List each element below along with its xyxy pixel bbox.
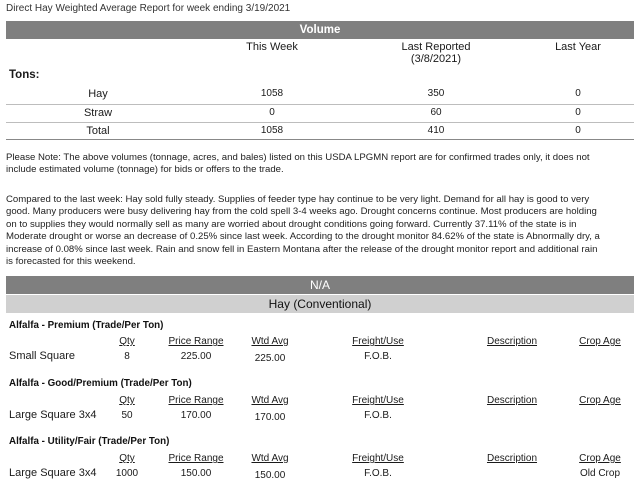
tons-label: Tons:	[9, 69, 40, 81]
cell-crop-age: Old Crop	[579, 468, 621, 479]
na-band: N/A	[6, 276, 634, 294]
header-description: Description	[486, 336, 538, 347]
row-label: Hay	[88, 88, 108, 100]
cell-type: Large Square 3x4	[9, 409, 97, 421]
header-price-range: Price Range	[168, 336, 224, 347]
cell-qty: 1000	[115, 468, 139, 479]
header-crop-age: Crop Age	[579, 453, 621, 464]
cell-wtd-avg: 170.00	[254, 412, 286, 423]
section-title-premium: Alfalfa - Premium (Trade/Per Ton)	[9, 320, 164, 331]
table-bottom-rule	[6, 139, 634, 140]
col-last-reported-date: (3/8/2021)	[410, 53, 462, 65]
summary-line: on to supplies they would normally sell as many are worried about drought conditions going forward. Currently 37.11% of the state is in	[6, 218, 577, 230]
cell-this-week: 1058	[260, 88, 284, 99]
note-line: include estimated volume (tonnage) for bids or offers to the trade.	[6, 164, 284, 176]
section-title-utility-fair: Alfalfa - Utility/Fair (Trade/Per Ton)	[9, 436, 170, 447]
row-divider	[6, 104, 634, 105]
header-qty: Qty	[119, 336, 135, 347]
summary-line: Compared to the last week: Hay sold fully steady. Supplies of feeder type hay continue to be very light. Demand for all hay is good to very	[6, 194, 590, 205]
section-title-good-premium: Alfalfa - Good/Premium (Trade/Per Ton)	[9, 378, 192, 389]
col-last-year: Last Year	[555, 41, 601, 53]
volume-band: Volume	[6, 21, 634, 39]
header-freight-use: Freight/Use	[352, 453, 404, 464]
cell-wtd-avg: 225.00	[254, 353, 286, 364]
summary-line: Moderate drought or worse an decrease of 0.25% since last week. According to the drought monitor 84.62% of the state is Abnormally dry, a	[6, 231, 600, 243]
header-qty: Qty	[119, 453, 135, 464]
cell-last-reported: 350	[427, 88, 445, 99]
summary-line: is forecasted for this weekend.	[6, 256, 136, 268]
cell-last-year: 0	[575, 88, 581, 99]
header-freight-use: Freight/Use	[352, 395, 404, 406]
volume-note	[6, 152, 632, 177]
cell-price-range: 170.00	[180, 410, 212, 421]
cell-type: Small Square	[9, 350, 76, 362]
report-title: Direct Hay Weighted Average Report for week ending 3/19/2021	[6, 3, 291, 14]
cell-wtd-avg: 150.00	[254, 470, 286, 481]
header-description: Description	[486, 453, 538, 464]
hay-conventional-band: Hay (Conventional)	[6, 295, 634, 313]
header-price-range: Price Range	[168, 453, 224, 464]
cell-last-year: 0	[575, 125, 581, 136]
cell-last-reported: 410	[427, 125, 445, 136]
header-crop-age: Crop Age	[579, 395, 621, 406]
market-summary	[6, 194, 632, 268]
cell-price-range: 150.00	[180, 468, 212, 479]
summary-line: increase of 0.08% since last week. Rain and snow fell in Eastern Montana after the release of the drought monitor report and additional rain	[6, 243, 598, 255]
cell-qty: 8	[124, 351, 130, 362]
cell-freight-use: F.O.B.	[364, 351, 392, 362]
row-label: Total	[86, 125, 110, 137]
header-freight-use: Freight/Use	[352, 336, 404, 347]
note-line: Please Note: The above volumes (tonnage, acres, and bales) listed on this USDA LPGMN report are for confirmed trades only, it does not	[6, 152, 590, 163]
cell-last-year: 0	[575, 107, 581, 118]
cell-qty: 50	[121, 410, 133, 421]
cell-this-week: 1058	[260, 125, 284, 136]
header-wtd-avg: Wtd Avg	[251, 453, 289, 464]
cell-freight-use: F.O.B.	[364, 410, 392, 421]
header-wtd-avg: Wtd Avg	[251, 395, 289, 406]
cell-type: Large Square 3x4	[9, 467, 97, 479]
cell-this-week: 0	[269, 107, 275, 118]
row-divider	[6, 122, 634, 123]
cell-freight-use: F.O.B.	[364, 468, 392, 479]
cell-price-range: 225.00	[180, 351, 212, 362]
cell-last-reported: 60	[430, 107, 442, 118]
header-qty: Qty	[119, 395, 135, 406]
header-description: Description	[486, 395, 538, 406]
row-label: Straw	[83, 107, 113, 119]
col-this-week: This Week	[246, 41, 298, 53]
header-crop-age: Crop Age	[579, 336, 621, 347]
header-wtd-avg: Wtd Avg	[251, 336, 289, 347]
header-price-range: Price Range	[168, 395, 224, 406]
col-last-reported: Last Reported	[401, 41, 471, 53]
summary-line: good. Many producers were busy delivering hay from the cold spell 3-4 weeks ago. Drought concerns continue. Most producers are holding	[6, 206, 597, 218]
